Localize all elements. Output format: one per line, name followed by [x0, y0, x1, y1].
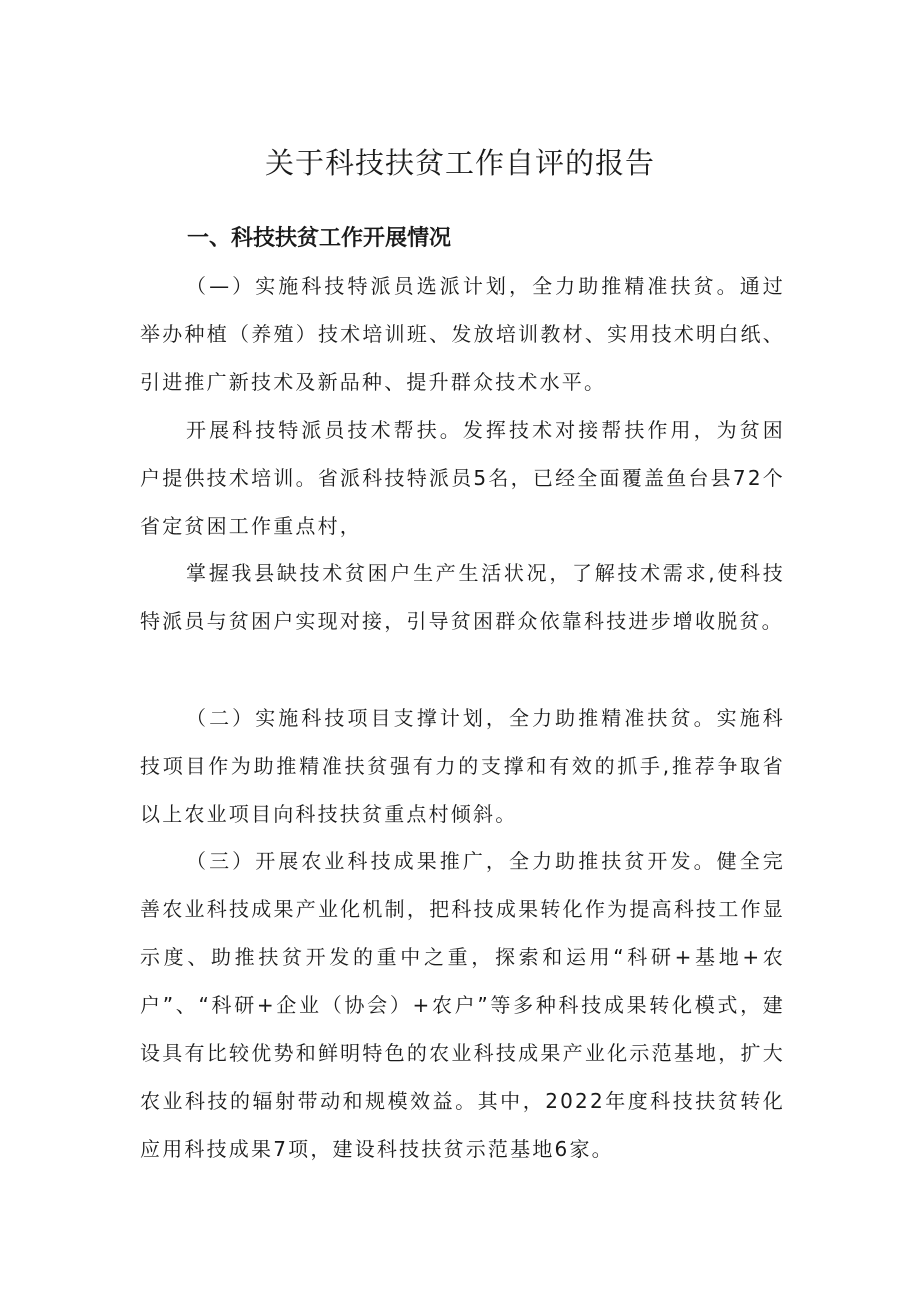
- paragraph-4: （二）实施科技项目支撑计划，全力助推精准扶贫。实施科技项目作为助推精准扶贫强有力的支撑和有效的抓手,推荐争取省以上农业项目向科技扶贫重点村倾斜。: [140, 706, 785, 826]
- paragraph-2: 开展科技特派员技术帮扶。发挥技术对接帮扶作用，为贫困户提供技术培训。省派科技特派员5名，已经全面覆盖鱼台县72个省定贫困工作重点村，: [140, 418, 785, 538]
- section-heading: 一、科技扶贫工作开展情况: [187, 226, 452, 251]
- document-title: 关于科技扶贫工作自评的报告: [264, 146, 655, 180]
- paragraph-5: （三）开展农业科技成果推广，全力助推扶贫开发。健全完善农业科技成果产业化机制，把科技成果转化作为提高科技工作显示度、助推扶贫开发的重中之重，探索和运用“科研+基地+农户”、“科研+企业（协会）+农户”等多种科技成果转化模式，建设具有比较优势和鲜明特色的农业科技成果产业化示范基地，扩大农业科技的辐射带动和规模效益。其中，2022年度科技扶贫转化应用科技成果7项，建设科技扶贫示范基地6家。: [140, 849, 785, 1161]
- paragraph-3: 掌握我县缺技术贫困户生产生活状况，了解技术需求,使科技特派员与贫困户实现对接，引导贫困群众依靠科技进步增收脱贫。: [140, 561, 785, 633]
- paragraph-1: （—）实施科技特派员选派计划，全力助推精准扶贫。通过举办种植（养殖）技术培训班、发放培训教材、实用技术明白纸、引进推广新技术及新品种、提升群众技术水平。: [140, 274, 785, 394]
